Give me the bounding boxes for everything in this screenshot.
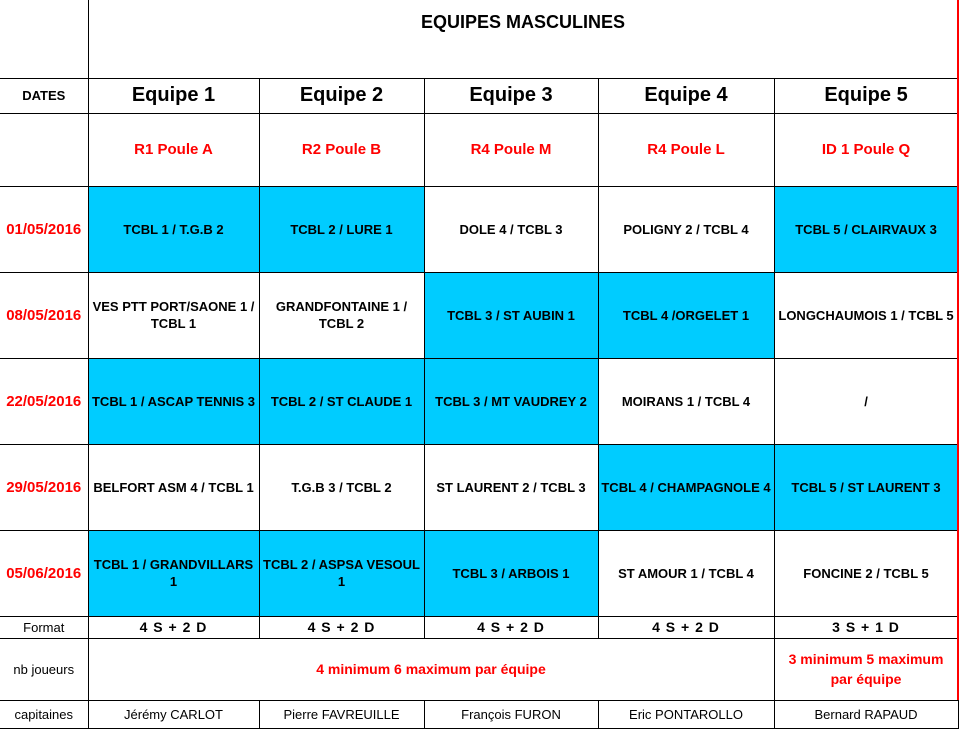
match-cell: TCBL 4 /ORGELET 1 [598, 272, 774, 358]
match-date: 08/05/2016 [0, 272, 88, 358]
dates-header: DATES [0, 78, 88, 113]
poule-label: R1 Poule A [88, 113, 259, 186]
team-header: Equipe 4 [598, 78, 774, 113]
match-date: 01/05/2016 [0, 186, 88, 272]
match-cell: TCBL 2 / LURE 1 [259, 186, 424, 272]
format-value: 3 S + 1 D [774, 616, 958, 638]
match-cell: TCBL 5 / ST LAURENT 3 [774, 444, 958, 530]
match-cell: TCBL 4 / CHAMPAGNOLE 4 [598, 444, 774, 530]
match-cell: ST AMOUR 1 / TCBL 4 [598, 530, 774, 616]
match-row [0, 530, 958, 616]
nb-joueurs-teams-1-4: 4 minimum 6 maximum par équipe [88, 638, 774, 700]
match-cell: TCBL 3 / MT VAUDREY 2 [424, 358, 598, 444]
match-cell: TCBL 1 / ASCAP TENNIS 3 [88, 358, 259, 444]
poule-label: R2 Poule B [259, 113, 424, 186]
format-value: 4 S + 2 D [424, 616, 598, 638]
match-cell: TCBL 1 / T.G.B 2 [88, 186, 259, 272]
match-cell: FONCINE 2 / TCBL 5 [774, 530, 958, 616]
match-cell: VES PTT PORT/SAONE 1 / TCBL 1 [88, 272, 259, 358]
match-cell: TCBL 3 / ARBOIS 1 [424, 530, 598, 616]
match-cell: LONGCHAUMOIS 1 / TCBL 5 [774, 272, 958, 358]
match-cell: BELFORT ASM 4 / TCBL 1 [88, 444, 259, 530]
nb-joueurs-label: nb joueurs [0, 638, 88, 700]
match-cell: TCBL 2 / ST CLAUDE 1 [259, 358, 424, 444]
match-date: 05/06/2016 [0, 530, 88, 616]
empty-cell [0, 113, 88, 186]
match-cell: MOIRANS 1 / TCBL 4 [598, 358, 774, 444]
red-border-line [957, 0, 959, 700]
format-value: 4 S + 2 D [259, 616, 424, 638]
match-date: 22/05/2016 [0, 358, 88, 444]
sheet-title: EQUIPES MASCULINES [88, 0, 958, 78]
format-value: 4 S + 2 D [88, 616, 259, 638]
match-cell: T.G.B 3 / TCBL 2 [259, 444, 424, 530]
match-date: 29/05/2016 [0, 444, 88, 530]
capitaines-label: capitaines [0, 700, 88, 728]
captain-name: Jérémy CARLOT [88, 700, 259, 728]
captain-name: Bernard RAPAUD [774, 700, 958, 728]
captain-name: Eric PONTAROLLO [598, 700, 774, 728]
match-cell: ST LAURENT 2 / TCBL 3 [424, 444, 598, 530]
match-row [0, 358, 958, 444]
match-row [0, 444, 958, 530]
match-cell: / [774, 358, 958, 444]
match-cell: TCBL 5 / CLAIRVAUX 3 [774, 186, 958, 272]
corner-cell [0, 0, 88, 78]
nb-joueurs-team-5: 3 minimum 5 maximum par équipe [774, 638, 958, 700]
poule-label: R4 Poule L [598, 113, 774, 186]
team-header: Equipe 3 [424, 78, 598, 113]
match-cell: TCBL 2 / ASPSA VESOUL 1 [259, 530, 424, 616]
match-cell: GRANDFONTAINE 1 / TCBL 2 [259, 272, 424, 358]
poule-label: R4 Poule M [424, 113, 598, 186]
match-cell: TCBL 1 / GRANDVILLARS 1 [88, 530, 259, 616]
match-row [0, 186, 958, 272]
format-value: 4 S + 2 D [598, 616, 774, 638]
captain-name: François FURON [424, 700, 598, 728]
match-cell: TCBL 3 / ST AUBIN 1 [424, 272, 598, 358]
captain-name: Pierre FAVREUILLE [259, 700, 424, 728]
match-cell: POLIGNY 2 / TCBL 4 [598, 186, 774, 272]
team-header: Equipe 1 [88, 78, 259, 113]
format-label: Format [0, 616, 88, 638]
match-row [0, 272, 958, 358]
team-header: Equipe 5 [774, 78, 958, 113]
team-header: Equipe 2 [259, 78, 424, 113]
match-cell: DOLE 4 / TCBL 3 [424, 186, 598, 272]
poule-label: ID 1 Poule Q [774, 113, 958, 186]
